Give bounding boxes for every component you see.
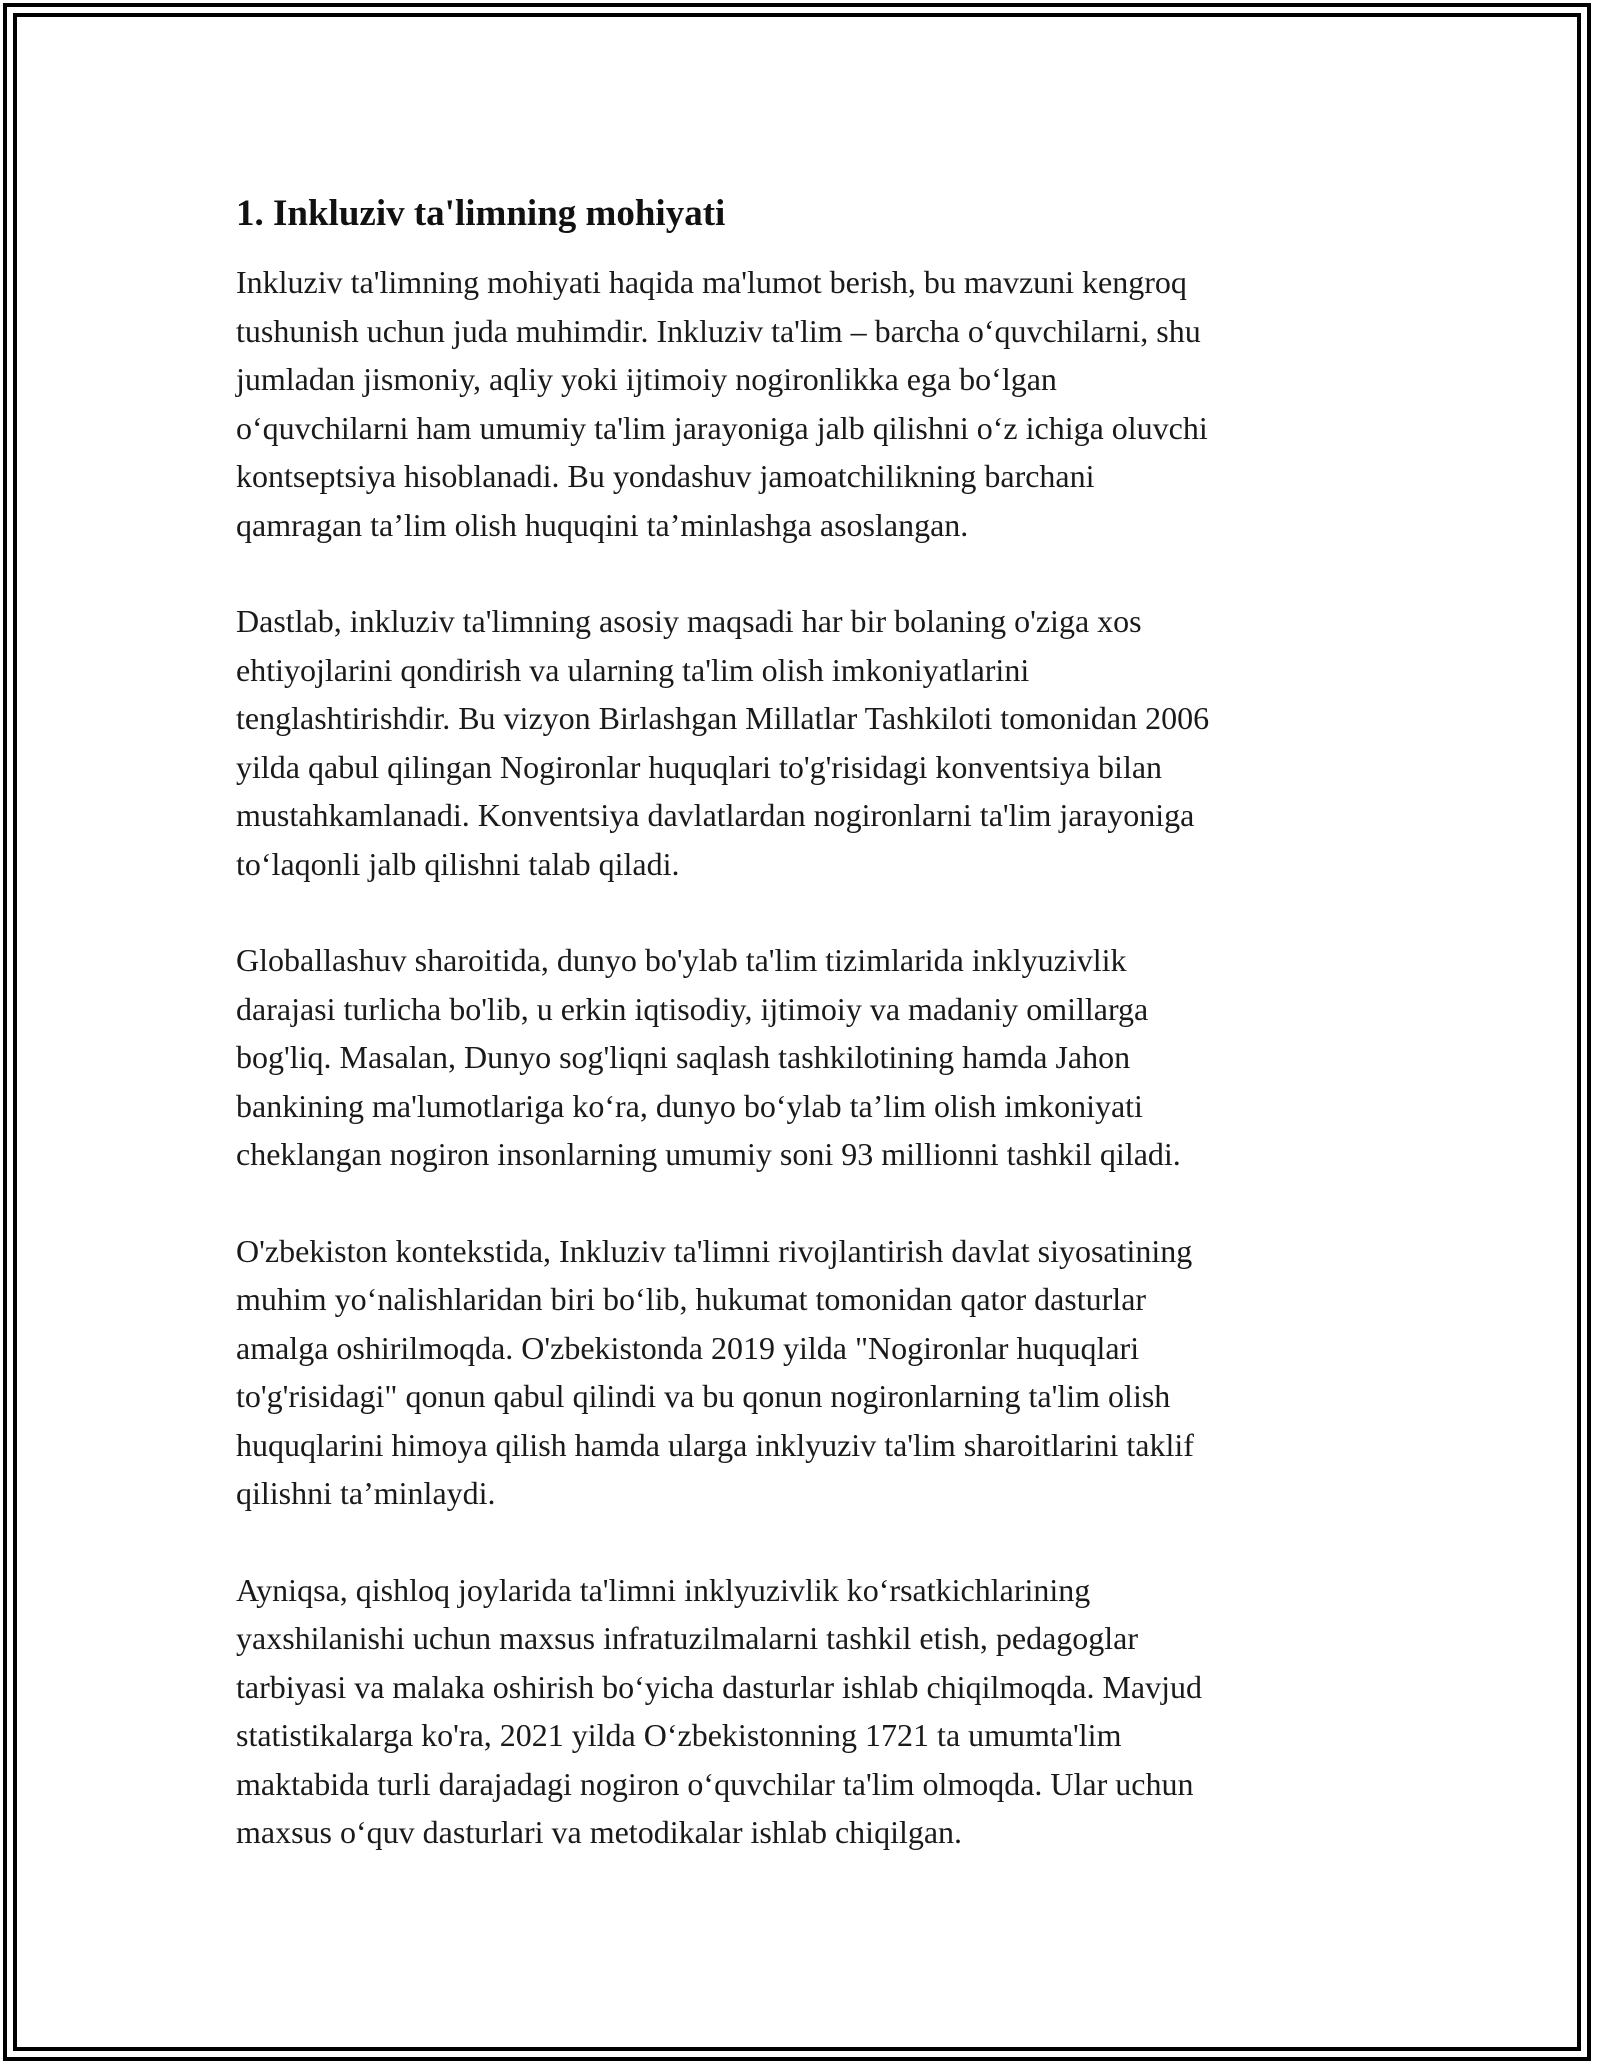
paragraph-line: tenglashtirishdir. Bu vizyon Birlashgan Millatlar Tashkiloti tomonidan 2006	[236, 700, 1210, 736]
paragraph-5	[236, 1566, 1376, 1857]
paragraph-line: bog'liq. Masalan, Dunyo sog'liqni saqlash tashkilotining hamda Jahon	[236, 1039, 1131, 1075]
paragraph-line: Inkluziv ta'limning mohiyati haqida ma'lumot berish, bu mavzuni kengroq	[236, 264, 1187, 300]
paragraph-line: cheklangan nogiron insonlarning umumiy soni 93 millionni tashkil qiladi.	[236, 1136, 1181, 1172]
paragraph-line: muhim yo‘nalishlaridan biri bo‘lib, hukumat tomonidan qator dasturlar	[236, 1281, 1147, 1317]
paragraph-line: to‘laqonli jalb qilishni talab qiladi.	[236, 845, 680, 882]
paragraph-2	[236, 597, 1376, 888]
paragraph-line: Globallashuv sharoitida, dunyo bo'ylab ta'lim tizimlarida inklyuzivlik	[236, 942, 1127, 978]
paragraph-line: Dastlab, inkluziv ta'limning asosiy maqsadi har bir bolaning o'ziga xos	[236, 603, 1142, 639]
paragraph-1	[236, 258, 1376, 549]
paragraph-line: O'zbekiston kontekstida, Inkluziv ta'limni rivojlantirish davlat siyosatining	[236, 1232, 1193, 1269]
document-content	[236, 190, 1376, 1857]
paragraph-line: yaxshilanishi uchun maxsus infratuzilmalarni tashkil etish, pedagoglar	[236, 1620, 1139, 1656]
paragraph-line: statistikalarga ko'ra, 2021 yilda O‘zbekistonning 1721 ta umumta'lim	[236, 1717, 1122, 1753]
paragraph-line: maktabida turli darajadagi nogiron o‘quvchilar ta'lim olmoqda. Ular uchun	[236, 1765, 1194, 1802]
paragraph-line: Ayniqsa, qishloq joylarida ta'limni inklyuzivlik ko‘rsatkichlarining	[236, 1571, 1091, 1608]
paragraph-line: kontseptsiya hisoblanadi. Bu yondashuv jamoatchilikning barchani	[236, 458, 1095, 494]
paragraph-line: to'g'risidagi" qonun qabul qilindi va bu qonun nogironlarning ta'lim olish	[236, 1378, 1171, 1414]
paragraph-line: tushunish uchun juda muhimdir. Inkluziv ta'lim – barcha o‘quvchilarni, shu	[236, 312, 1201, 349]
paragraph-line: qamragan ta’lim olish huquqini ta’minlashga asoslangan.	[236, 506, 969, 543]
paragraph-line: qilishni ta’minlaydi.	[236, 1475, 496, 1511]
paragraph-line: bankining ma'lumotlariga ko‘ra, dunyo bo‘ylab ta’lim olish imkoniyati	[236, 1087, 1143, 1124]
paragraph-line: jumladan jismoniy, aqliy yoki ijtimoiy nogironlikka ega bo‘lgan	[236, 361, 1057, 397]
paragraph-line: huquqlarini himoya qilish hamda ularga inklyuziv ta'lim sharoitlarini taklif	[236, 1426, 1194, 1463]
paragraph-line: amalga oshirilmoqda. O'zbekistonda 2019 yilda "Nogironlar huquqlari	[236, 1329, 1140, 1366]
paragraph-4	[236, 1227, 1376, 1518]
paragraph-line: ehtiyojlarini qondirish va ularning ta'lim olish imkoniyatlarini	[236, 651, 1030, 688]
paragraph-3	[236, 936, 1376, 1179]
paragraph-line: yilda qabul qilingan Nogironlar huquqlari to'g'risidagi konventsiya bilan	[236, 748, 1163, 785]
paragraph-line: mustahkamlanadi. Konventsiya davlatlardan nogironlarni ta'lim jarayoniga	[236, 797, 1195, 833]
paragraph-line: o‘quvchilarni ham umumiy ta'lim jarayoniga jalb qilishni o‘z ichiga oluvchi	[236, 409, 1208, 446]
paragraph-line: tarbiyasi va malaka oshirish bo‘yicha dasturlar ishlab chiqilmoqda. Mavjud	[236, 1668, 1202, 1705]
section-heading: 1. Inkluziv ta'limning mohiyati	[236, 193, 726, 234]
paragraph-line: darajasi turlicha bo'lib, u erkin iqtisodiy, ijtimoiy va madaniy omillarga	[236, 990, 1149, 1027]
paragraph-line: maxsus o‘quv dasturlari va metodikalar ishlab chiqilgan.	[236, 1814, 963, 1850]
